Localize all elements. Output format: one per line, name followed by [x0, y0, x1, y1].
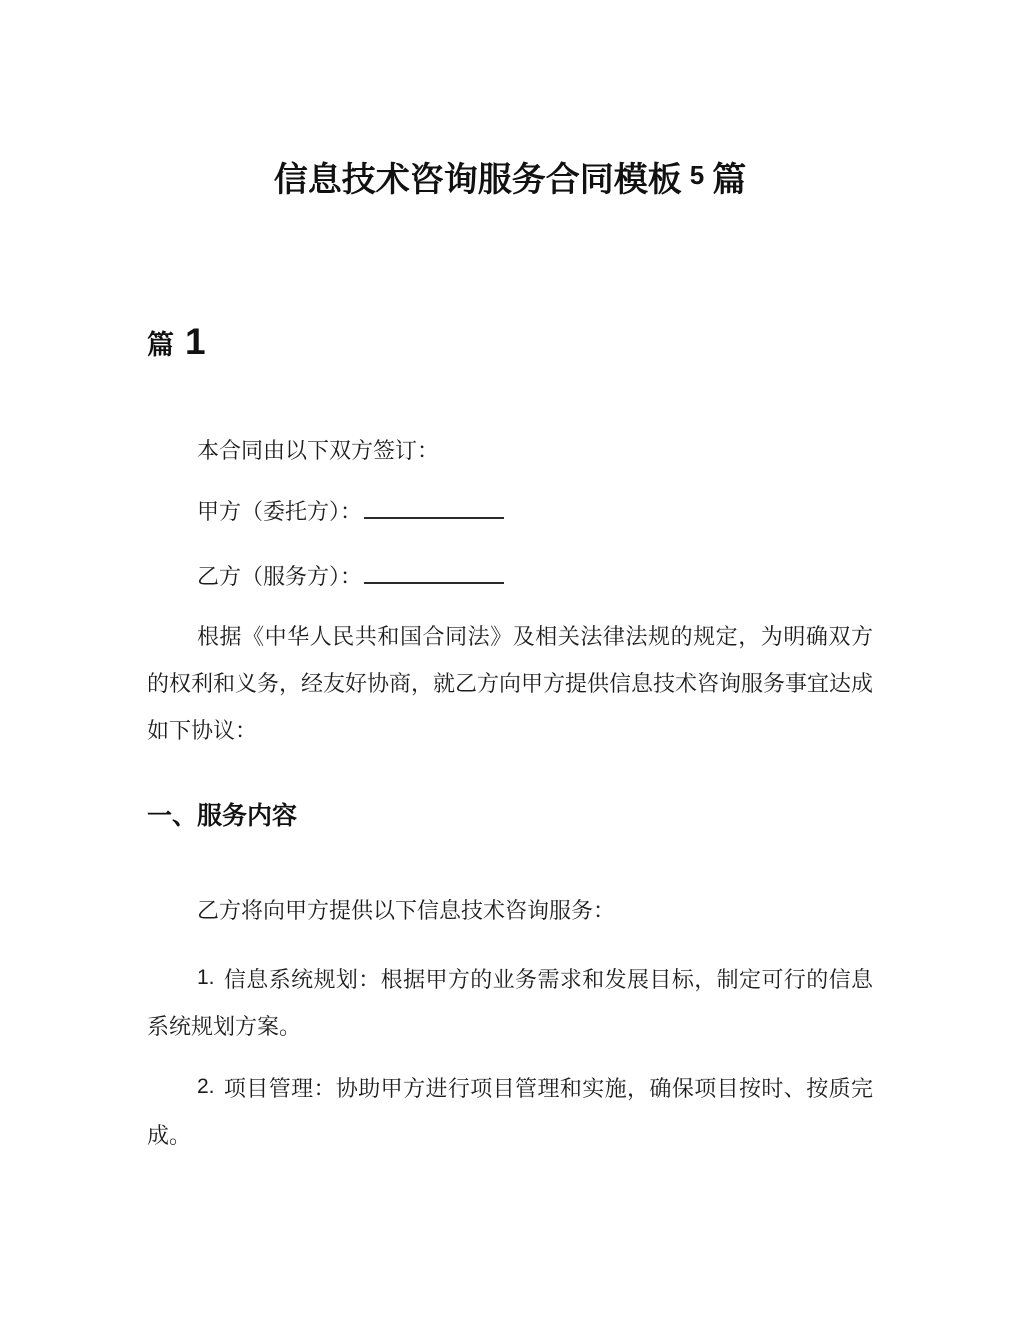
service-item-2-text: 项目管理：协助甲方进行项目管理和实施，确保项目按时、按质完成。	[147, 1076, 873, 1148]
part-heading	[147, 322, 873, 365]
paragraph-service-intro-text: 乙方将向甲方提供以下信息技术咨询服务：	[197, 898, 616, 923]
part-heading-number: 1	[185, 321, 206, 362]
service-item-1	[147, 954, 873, 1050]
part-heading-label: 篇	[147, 330, 174, 360]
party-b-line	[147, 553, 873, 600]
party-a-blank	[364, 513, 504, 519]
party-a-label: 甲方（委托方）：	[197, 499, 363, 524]
party-b-label: 乙方（服务方）：	[197, 564, 363, 589]
clause1-heading	[147, 798, 873, 835]
paragraph-service-intro	[147, 887, 873, 934]
paragraph-legal-basis	[147, 613, 873, 754]
service-item-1-text: 信息系统规划：根据甲方的业务需求和发展目标，制定可行的信息系统规划方案。	[147, 967, 873, 1039]
party-a-line	[147, 488, 873, 535]
clause1-heading-text: 一、服务内容	[147, 802, 298, 830]
document-title-text: 信息技术咨询服务合同模板	[273, 161, 682, 199]
paragraph-legal-basis-text: 根据《中华人民共和国合同法》及相关法律法规的规定，为明确双方的权利和义务，经友好协商，就乙方向甲方提供信息技术咨询服务事宜达成如下协议：	[147, 624, 874, 743]
party-b-blank	[364, 578, 504, 584]
document-title-suffix: 篇	[712, 161, 747, 199]
document-title-count: 5	[689, 160, 705, 190]
paragraph-intro-text: 本合同由以下双方签订：	[197, 438, 440, 463]
service-item-1-number: 1.	[197, 966, 215, 989]
service-item-2-number: 2.	[197, 1075, 215, 1098]
paragraph-intro	[147, 427, 873, 474]
document-title	[147, 0, 873, 202]
service-item-2	[147, 1063, 873, 1159]
